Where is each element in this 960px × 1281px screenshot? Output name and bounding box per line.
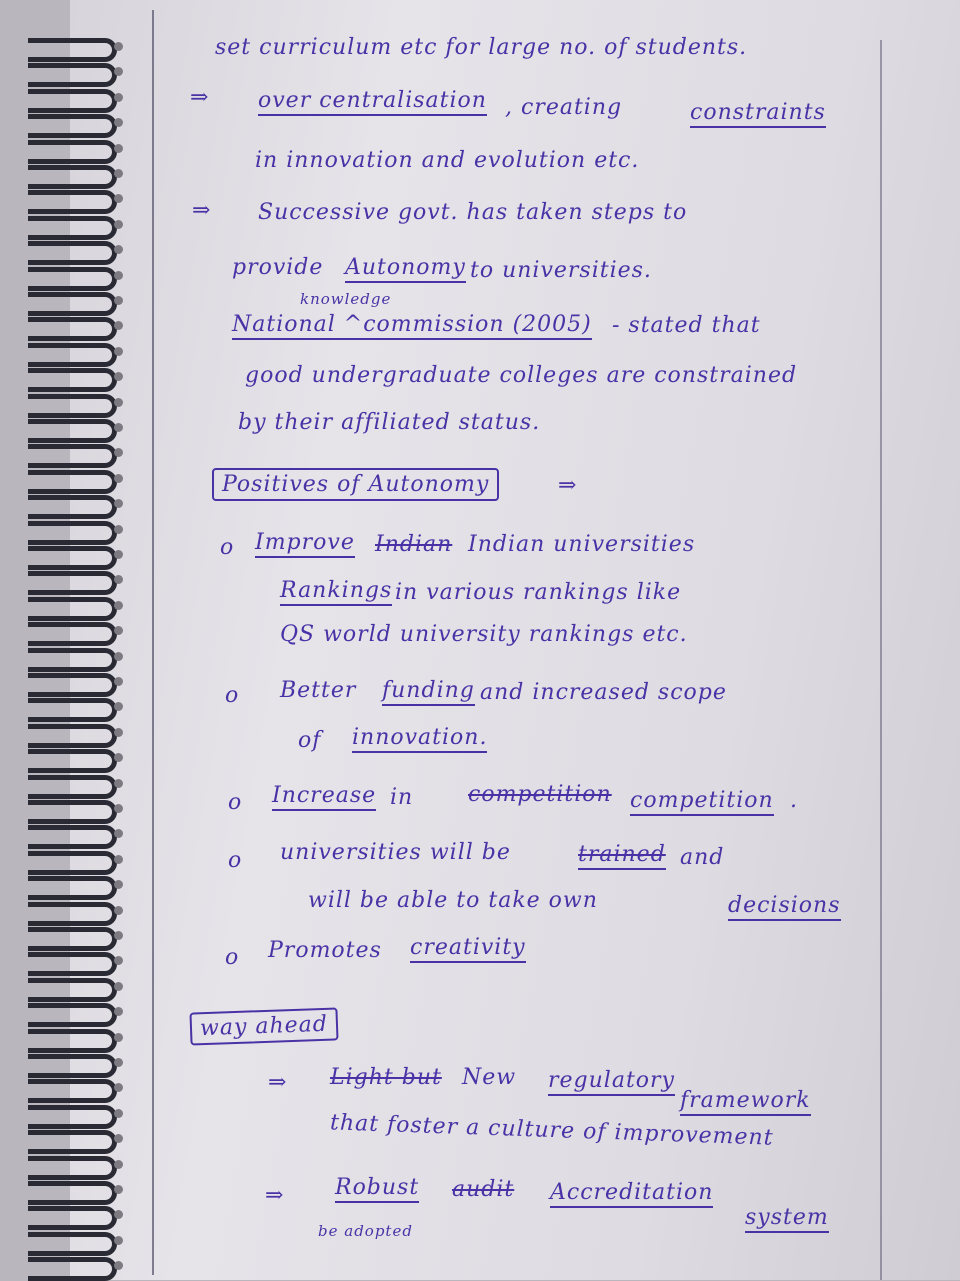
punch-hole	[114, 779, 123, 788]
spiral-coil	[28, 292, 117, 316]
note-line-b1e: QS world university rankings etc.	[280, 622, 688, 647]
punch-hole	[114, 855, 123, 864]
spiral-coil	[28, 1130, 117, 1154]
bullet-icon: o	[225, 945, 240, 970]
note-line-5c: to universities.	[470, 258, 652, 283]
spiral-coil	[28, 851, 117, 875]
bullet-icon: o	[228, 790, 243, 815]
spiral-coil	[28, 1206, 117, 1230]
spiral-coil	[28, 952, 117, 976]
spiral-coil	[28, 394, 117, 418]
note-line-8: by their affiliated status.	[238, 410, 541, 435]
spiral-coil	[28, 825, 117, 849]
note-struck-light-but: Light but	[330, 1065, 442, 1090]
note-line-b1d: in various rankings like	[395, 580, 682, 605]
spiral-coil	[28, 1257, 117, 1281]
note-constraints: constraints	[690, 100, 826, 128]
spiral-coil	[28, 724, 117, 748]
spiral-coil	[28, 63, 117, 87]
punch-hole	[114, 1160, 123, 1169]
spiral-binding	[28, 0, 118, 1280]
bullet-icon: o	[225, 683, 240, 708]
punch-hole	[114, 906, 123, 915]
spiral-coil	[28, 876, 117, 900]
note-regulatory: regulatory	[548, 1068, 675, 1096]
note-improve: Improve	[255, 530, 355, 558]
note-framework: framework	[680, 1088, 811, 1116]
punch-hole	[114, 804, 123, 813]
note-line-2b: , creating	[505, 95, 623, 120]
spiral-coil	[28, 38, 117, 62]
arrow-icon: ⇒	[265, 1183, 285, 1208]
note-better: Better	[280, 678, 357, 703]
arrow-icon: ⇒	[558, 473, 578, 498]
note-struck-competition: competition	[468, 782, 612, 807]
spiral-coil	[28, 1181, 117, 1205]
note-rankings: Rankings	[280, 578, 392, 606]
arrow-icon: ⇒	[192, 198, 212, 223]
note-line-5a: provide	[232, 255, 324, 280]
spiral-coil	[28, 902, 117, 926]
note-robust: Robust	[335, 1175, 419, 1203]
note-accreditation: Accreditation	[550, 1180, 713, 1208]
punch-hole	[114, 169, 123, 178]
punch-hole	[114, 1109, 123, 1118]
spiral-coil	[28, 571, 117, 595]
note-line-b4d: will be able to take own	[308, 888, 598, 913]
spiral-coil	[28, 1003, 117, 1027]
note-struck-indian: Indian	[375, 532, 453, 557]
punch-hole	[114, 982, 123, 991]
arrow-icon: ⇒	[268, 1070, 288, 1095]
punch-hole	[114, 677, 123, 686]
note-of: of	[298, 728, 322, 753]
spiral-coil	[28, 343, 117, 367]
bullet-icon: o	[228, 848, 243, 873]
note-line-b4a: universities will be	[280, 840, 511, 865]
note-national-commission: National ^commission (2005)	[232, 312, 592, 340]
spiral-coil	[28, 317, 117, 341]
spiral-coil	[28, 1054, 117, 1078]
heading-positives: Positives of Autonomy	[212, 468, 499, 501]
note-line-4: Successive govt. has taken steps to	[258, 200, 688, 225]
spiral-coil	[28, 114, 117, 138]
punch-hole	[114, 550, 123, 559]
punch-hole	[114, 93, 123, 102]
spiral-coil	[28, 165, 117, 189]
note-be-adopted: be adopted	[318, 1222, 413, 1240]
spiral-coil	[28, 1029, 117, 1053]
spiral-coil	[28, 89, 117, 113]
punch-hole	[114, 423, 123, 432]
punch-hole	[114, 271, 123, 280]
note-line-3: in innovation and evolution etc.	[255, 148, 640, 173]
spiral-coil	[28, 495, 117, 519]
spiral-coil	[28, 1105, 117, 1129]
arrow-icon: ⇒	[190, 85, 210, 110]
spiral-coil	[28, 1232, 117, 1256]
spiral-coil	[28, 190, 117, 214]
bullet-icon: o	[220, 535, 235, 560]
spiral-coil	[28, 978, 117, 1002]
punch-hole	[114, 296, 123, 305]
note-increase: Increase	[272, 783, 376, 811]
spiral-coil	[28, 927, 117, 951]
punch-hole	[114, 601, 123, 610]
note-system: system	[745, 1205, 829, 1233]
spiral-coil	[28, 241, 117, 265]
spiral-coil	[28, 216, 117, 240]
spiral-coil	[28, 140, 117, 164]
note-period: .	[790, 788, 798, 813]
spiral-coil	[28, 597, 117, 621]
spiral-coil	[28, 800, 117, 824]
note-line-1: set curriculum etc for large no. of students.	[215, 35, 748, 60]
spiral-coil	[28, 698, 117, 722]
note-line-b2c: and increased scope	[480, 680, 727, 705]
spiral-coil	[28, 1079, 117, 1103]
note-in: in	[390, 785, 414, 810]
note-struck-audit: audit	[452, 1177, 515, 1202]
punch-hole	[114, 1185, 123, 1194]
note-new: New	[462, 1065, 517, 1090]
note-decisions: decisions	[728, 893, 841, 921]
margin-line	[152, 10, 154, 1275]
note-funding: funding	[382, 678, 475, 706]
spiral-coil	[28, 267, 117, 291]
spiral-coil	[28, 470, 117, 494]
note-creativity: creativity	[410, 935, 526, 963]
note-insert-knowledge: knowledge	[300, 290, 392, 308]
punch-hole	[114, 42, 123, 51]
note-line-b1b: Indian universities	[468, 532, 696, 557]
note-over-centralisation: over centralisation	[258, 88, 487, 116]
punch-hole	[114, 144, 123, 153]
spiral-coil	[28, 368, 117, 392]
spiral-coil	[28, 419, 117, 443]
spiral-coil	[28, 546, 117, 570]
note-autonomy: Autonomy	[345, 255, 466, 283]
punch-hole	[114, 652, 123, 661]
punch-hole	[114, 474, 123, 483]
punch-hole	[114, 220, 123, 229]
note-innovation: innovation.	[352, 725, 487, 753]
spiral-coil	[28, 673, 117, 697]
note-line-7: good undergraduate colleges are constrained	[245, 363, 798, 388]
right-margin-line	[880, 40, 882, 1280]
spiral-coil	[28, 1156, 117, 1180]
heading-way-ahead: way ahead	[189, 1007, 338, 1045]
note-promotes: Promotes	[268, 938, 382, 963]
punch-hole	[114, 728, 123, 737]
note-line-w1d: that foster a culture of improvement	[329, 1110, 774, 1151]
punch-hole	[114, 1058, 123, 1067]
spiral-coil	[28, 622, 117, 646]
punch-hole	[114, 1033, 123, 1042]
punch-hole	[114, 347, 123, 356]
punch-hole	[114, 398, 123, 407]
punch-hole	[114, 525, 123, 534]
note-competition: competition	[630, 788, 774, 816]
note-line-6b: - stated that	[612, 313, 761, 338]
note-trained: trained	[578, 842, 666, 870]
spiral-coil	[28, 444, 117, 468]
punch-hole	[114, 1236, 123, 1245]
spiral-coil	[28, 749, 117, 773]
spiral-coil	[28, 775, 117, 799]
note-and: and	[680, 845, 725, 870]
spiral-coil	[28, 648, 117, 672]
punch-hole	[114, 931, 123, 940]
spiral-coil	[28, 521, 117, 545]
